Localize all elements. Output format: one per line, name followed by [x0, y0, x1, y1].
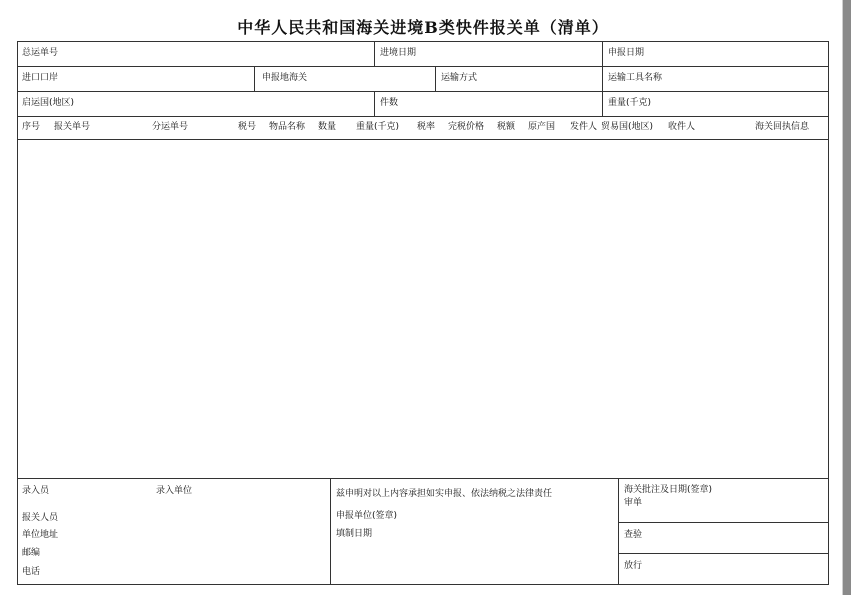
- column-divider: [254, 66, 255, 91]
- review-label: 审单: [624, 498, 643, 508]
- column-header-seq: 序号: [22, 122, 41, 132]
- entry-unit-label: 录入单位: [156, 486, 193, 496]
- row-divider: [18, 139, 828, 140]
- import-port-label: 进口口岸: [22, 73, 59, 83]
- row-divider: [18, 116, 828, 117]
- release-label: 放行: [624, 561, 643, 571]
- departure-country-label: 启运国(地区): [22, 98, 75, 108]
- customs-approval-label: 海关批注及日期(签章): [624, 485, 713, 495]
- column-divider: [374, 91, 375, 116]
- column-divider: [435, 66, 436, 91]
- column-divider: [374, 42, 375, 66]
- declaring-customs-label: 申报地海关: [262, 73, 308, 83]
- column-header-tax-no: 税号: [238, 122, 257, 132]
- row-divider: [618, 522, 828, 523]
- address-label: 单位地址: [22, 530, 59, 540]
- row-divider: [18, 66, 828, 67]
- transport-mode-label: 运输方式: [441, 73, 478, 83]
- phone-label: 电话: [22, 567, 41, 577]
- pieces-label: 件数: [380, 98, 399, 108]
- column-divider: [602, 91, 603, 116]
- master-waybill-label: 总运单号: [22, 48, 59, 58]
- entry-clerk-label: 录入员: [22, 486, 50, 496]
- column-header-origin: 原产国: [528, 122, 556, 132]
- column-header-declaration-no: 报关单号: [54, 122, 91, 132]
- fill-date-label: 填制日期: [336, 529, 373, 539]
- column-header-tax-rate: 税率: [417, 122, 436, 132]
- form-title: 中华人民共和国海关进境B类快件报关单（清单）: [237, 18, 609, 37]
- row-divider: [18, 91, 828, 92]
- column-header-customs-receipt: 海关回执信息: [755, 122, 810, 132]
- declaring-unit-label: 申报单位(签章): [336, 511, 398, 521]
- column-divider: [618, 478, 619, 584]
- column-header-trade-country: 贸易国(地区): [601, 122, 654, 132]
- entry-date-label: 进境日期: [380, 48, 417, 58]
- column-header-recipient: 收件人: [668, 122, 696, 132]
- column-header-sender: 发件人: [570, 122, 598, 132]
- column-divider: [602, 66, 603, 91]
- weight-label: 重量(千克): [608, 98, 652, 108]
- column-header-sub-waybill: 分运单号: [152, 122, 189, 132]
- postcode-label: 邮编: [22, 548, 41, 558]
- column-divider: [602, 42, 603, 66]
- column-header-quantity: 数量: [318, 122, 337, 132]
- transport-vehicle-label: 运输工具名称: [608, 73, 663, 83]
- column-header-dutiable-value: 完税价格: [448, 122, 485, 132]
- declaration-form: [17, 41, 829, 585]
- column-header-weight: 重量(千克): [356, 122, 400, 132]
- column-divider: [330, 478, 331, 584]
- inspection-label: 查验: [624, 530, 643, 540]
- declaration-statement: 兹申明对以上内容承担如实申报、依法纳税之法律责任: [336, 489, 553, 499]
- declarant-label: 报关人员: [22, 513, 59, 523]
- declaration-date-label: 申报日期: [608, 48, 645, 58]
- column-header-item-name: 物品名称: [269, 122, 306, 132]
- column-header-tax-amount: 税额: [497, 122, 516, 132]
- row-divider: [18, 478, 828, 479]
- row-divider: [618, 553, 828, 554]
- page-edge-shadow: [843, 0, 851, 595]
